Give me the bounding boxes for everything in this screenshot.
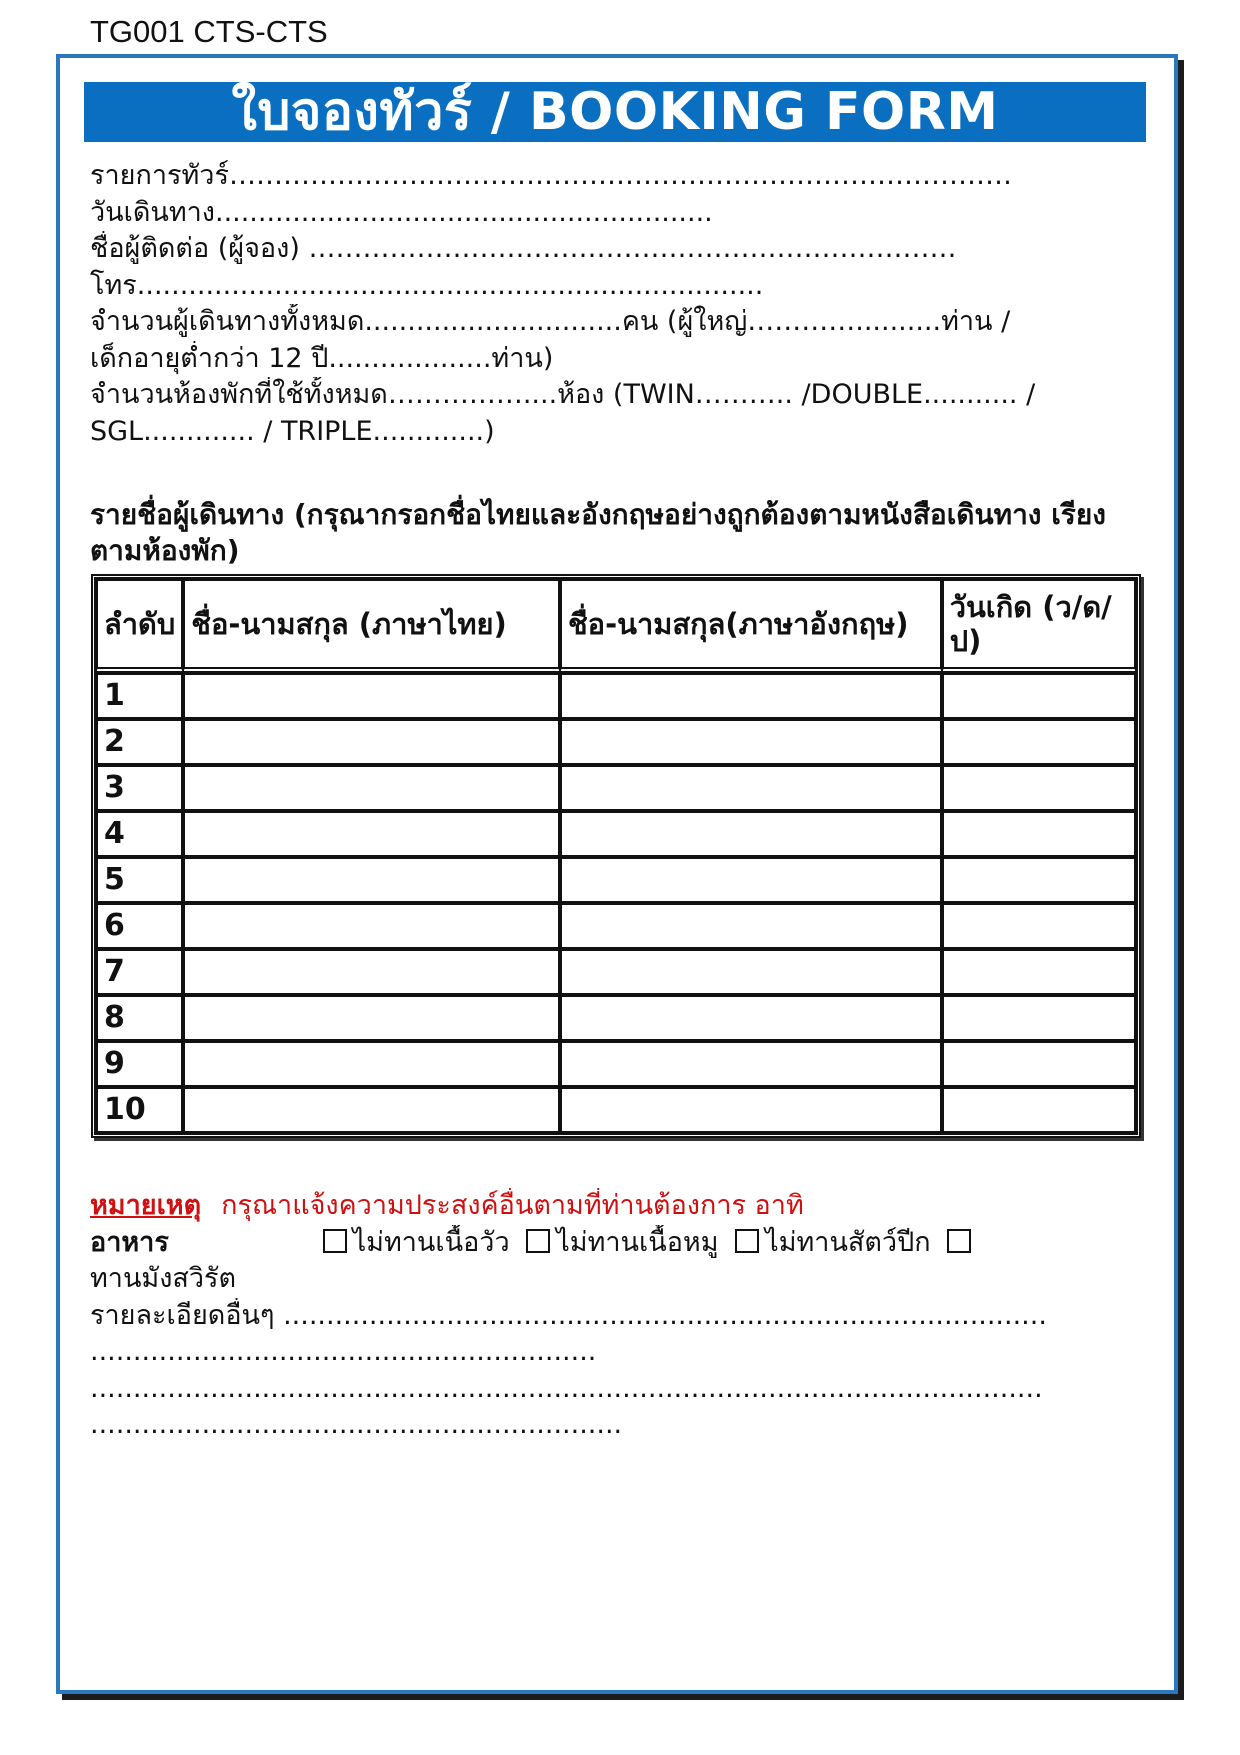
table-row: [96, 673, 1136, 719]
phone-field[interactable]: โทร.........................................................................: [90, 269, 764, 301]
row-number: 8: [96, 995, 183, 1041]
birthdate-cell[interactable]: [942, 1041, 1136, 1087]
english-name-cell[interactable]: [560, 949, 942, 995]
thai-name-cell[interactable]: [183, 719, 560, 765]
child-count-field[interactable]: เด็กอายุต่ำกว่า 12 ปี...................ท่าน): [90, 342, 554, 374]
thai-name-cell[interactable]: [183, 1087, 560, 1133]
thai-name-cell[interactable]: [183, 995, 560, 1041]
thai-name-cell[interactable]: [183, 949, 560, 995]
row-number: 7: [96, 949, 183, 995]
row-number: 3: [96, 765, 183, 811]
booking-fields: [90, 158, 1146, 450]
english-name-cell[interactable]: [560, 857, 942, 903]
table-header-row: [96, 579, 1136, 673]
english-name-cell[interactable]: [560, 673, 942, 719]
row-number: 9: [96, 1041, 183, 1087]
english-name-cell[interactable]: [560, 1087, 942, 1133]
table-row: [96, 765, 1136, 811]
english-name-cell[interactable]: [560, 995, 942, 1041]
table-row: [96, 949, 1136, 995]
food-label: อาหาร: [90, 1226, 169, 1258]
birthdate-cell[interactable]: [942, 857, 1136, 903]
thai-name-cell[interactable]: [183, 811, 560, 857]
row-number: 1: [96, 673, 183, 719]
no-beef-checkbox[interactable]: [323, 1229, 347, 1253]
details-line[interactable]: ...........................................................: [90, 1336, 597, 1367]
row-number: 10: [96, 1087, 183, 1133]
table-row: [96, 1087, 1136, 1133]
remarks-title: หมายเหตุ: [90, 1190, 202, 1221]
birthdate-cell[interactable]: [942, 995, 1136, 1041]
form-title-banner: ใบจองทัวร์ / BOOKING FORM: [84, 82, 1146, 142]
birthdate-cell[interactable]: [942, 949, 1136, 995]
row-number: 4: [96, 811, 183, 857]
document-code: TG001 CTS-CTS: [90, 14, 328, 49]
room-types-field[interactable]: SGL............. / TRIPLE.............): [90, 415, 495, 447]
contact-name-field[interactable]: ชื่อผู้ติดต่อ (ผู้จอง) ………………………………………………………………: [90, 233, 957, 264]
birthdate-cell[interactable]: [942, 903, 1136, 949]
english-name-cell[interactable]: [560, 903, 942, 949]
thai-name-cell[interactable]: [183, 673, 560, 719]
no-pork-checkbox[interactable]: [526, 1229, 550, 1253]
english-name-cell[interactable]: [560, 719, 942, 765]
vegetarian-checkbox[interactable]: [947, 1229, 971, 1253]
travel-date-field[interactable]: วันเดินทาง..........................................................: [90, 196, 713, 228]
remarks-text: กรุณาแจ้งความประสงค์อื่นตามที่ท่านต้องการ อาทิ: [221, 1190, 804, 1221]
english-name-cell[interactable]: [560, 1041, 942, 1087]
thai-name-cell[interactable]: [183, 857, 560, 903]
thai-name-cell[interactable]: [183, 1041, 560, 1087]
header-birthdate: วันเกิด (ว/ด/ป): [942, 579, 1136, 673]
header-thai-name: ชื่อ-นามสกุล (ภาษาไทย): [183, 579, 560, 673]
row-number: 2: [96, 719, 183, 765]
details-line[interactable]: ..............................................................: [90, 1409, 623, 1440]
room-count-field[interactable]: จำนวนห้องพักที่ใช้ทั้งหมด……………....ห้อง (TWIN……….. /DOUBLE........... /: [90, 379, 1036, 410]
total-travelers-field[interactable]: จำนวนผู้เดินทางทั้งหมด..............................คน (ผู้ใหญ่…………..........ท่าน /: [90, 306, 1011, 337]
table-row: [96, 995, 1136, 1041]
birthdate-cell[interactable]: [942, 719, 1136, 765]
birthdate-cell[interactable]: [942, 1087, 1136, 1133]
birthdate-cell[interactable]: [942, 673, 1136, 719]
table-row: [96, 811, 1136, 857]
english-name-cell[interactable]: [560, 765, 942, 811]
thai-name-cell[interactable]: [183, 765, 560, 811]
remarks-section: [90, 1188, 1146, 1444]
birthdate-cell[interactable]: [942, 765, 1136, 811]
row-number: 5: [96, 857, 183, 903]
other-details-field[interactable]: รายละเอียดอื่นๆ .........................................................................................: [90, 1299, 1047, 1331]
row-number: 6: [96, 903, 183, 949]
header-no: ลำดับ: [96, 579, 183, 673]
no-beef-label: ไม่ทานเนื้อวัว: [352, 1226, 510, 1258]
no-poultry-label: ไม่ทานสัตว์ปีก: [765, 1226, 931, 1258]
birthdate-cell[interactable]: [942, 811, 1136, 857]
details-line[interactable]: ...............................................................................................................: [90, 1372, 1043, 1404]
table-row: [96, 903, 1136, 949]
tour-program-field[interactable]: รายการทัวร์……………………………………………………………………………: [90, 160, 1012, 191]
passenger-list-heading: รายชื่อผู้เดินทาง (กรุณากรอกชื่อไทยและอังกฤษอย่างถูกต้องตามหนังสือเดินทาง เรียงตามห้องพัก): [90, 498, 1106, 567]
passenger-table: [91, 574, 1141, 1138]
header-english-name: ชื่อ-นามสกุล(ภาษาอังกฤษ): [560, 579, 942, 673]
table-row: [96, 857, 1136, 903]
table-row: [96, 719, 1136, 765]
table-row: [96, 1041, 1136, 1087]
no-pork-label: ไม่ทานเนื้อหมู: [556, 1226, 719, 1258]
no-poultry-checkbox[interactable]: [735, 1229, 759, 1253]
vegetarian-label: ทานมังสวิรัต: [90, 1263, 237, 1294]
thai-name-cell[interactable]: [183, 903, 560, 949]
english-name-cell[interactable]: [560, 811, 942, 857]
